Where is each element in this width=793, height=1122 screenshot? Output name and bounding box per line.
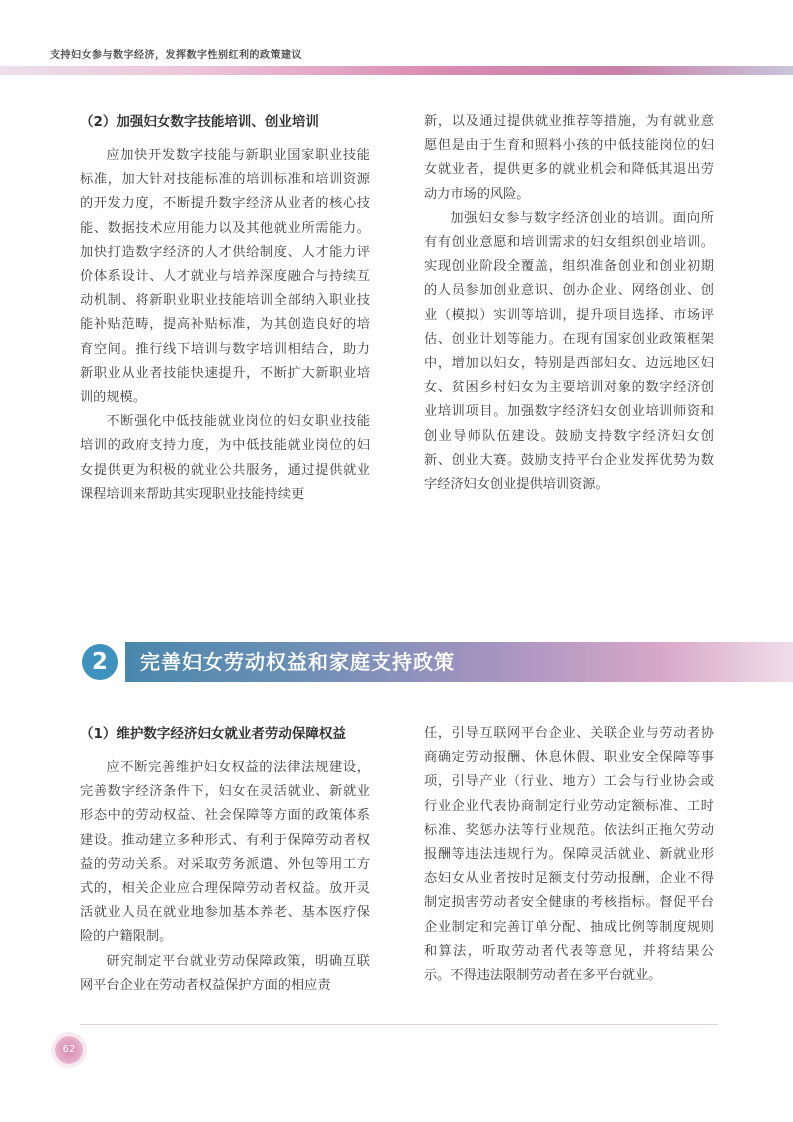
header-gradient-bar [0, 66, 793, 75]
paragraph-continuation: 新，以及通过提供就业推荐等措施，为有就业意愿但是由于生育和照料小孩的中低技能岗位的妇女就业者，提供更多的就业机会和降低其退出劳动力市场的风险。 [424, 114, 714, 202]
paragraph: 不断强化中低技能就业岗位的妇女职业技能培训的政府支持力度，为中低技能就业岗位的妇女提供更为积极的就业公共服务，通过提供就业课程培训来帮助其实现职业技能持续更 [80, 414, 370, 502]
subsection-heading-skills-training: （2）加强妇女数字技能培训、创业培训 [80, 114, 319, 130]
section-title: 完善妇女劳动权益和家庭支持政策 [140, 650, 455, 674]
section-number-badge: 2 [82, 644, 118, 680]
top-right-column [424, 110, 714, 497]
paragraph: 应不断完善维护妇女权益的法律法规建设，完善数字经济条件下，妇女在灵活就业、新就业形态中的劳动权益、社会保障等方面的政策体系建设。推动建立多种形式、有利于保障劳动者权益的劳动关系。对采取劳务派遣、外包等用工方式的，相关企业应合理保障劳动者权益。放开灵活就业人员在就业地参加基本养老、基本医疗保险的户籍限制。 [80, 760, 370, 945]
subsection-heading-labor-rights: （1）维护数字经济妇女就业者劳动保障权益 [80, 726, 346, 742]
footer-divider [80, 1024, 718, 1025]
bottom-right-column [424, 722, 714, 988]
paragraph: 研究制定平台就业劳动保障政策，明确互联网平台企业在劳动者权益保护方面的相应责 [80, 953, 370, 993]
paragraph: 加强妇女参与数字经济创业的培训。面向所有有创业意愿和培训需求的妇女组织创业培训。实现创业阶段全覆盖，组织准备创业和创业初期的人员参加创业意识、创办企业、网络创业、创业（模拟）实训等培训，提升项目选择、市场评估、创业计划等能力。在现有国家创业政策框架中，增加以妇女，特别是西部妇女、边远地区妇女、贫困乡村妇女为主要培训对象的数字经济创业培训项目。加强数字经济妇女创业培训师资和创业导师队伍建设。鼓励支持数字经济妇女创新、创业大赛。鼓励支持平台企业发挥优势为数字经济妇女创业提供培训资源。 [424, 210, 714, 493]
paragraph-continuation: 任，引导互联网平台企业、关联企业与劳动者协商确定劳动报酬、休息休假、职业安全保障等事项，引导产业（行业、地方）工会与行业协会或行业企业代表协商制定行业劳动定额标准、工时标准、奖惩办法等行业规范。依法纠正拖欠劳动报酬等违法违规行为。保障灵活就业、新就业形态妇女从业者按时足额支付劳动报酬，企业不得制定损害劳动者安全健康的考核指标。督促平台企业制定和完善订单分配、抽成比例等制度规则和算法，听取劳动者代表等意见，并将结果公示。不得违法限制劳动者在多平台就业。 [424, 726, 714, 984]
top-left-column [80, 110, 370, 507]
paragraph: 应加快开发数字技能与新职业国家职业技能标准，加大针对技能标准的培训标准和培训资源的开发力度，不断提升数字经济从业者的核心技能、数据技术应用能力以及其他就业所需能力。加快打造数字经济的人才供给制度、人才能力评价体系设计、人才就业与培养深度融合与持续互动机制、将新职业职业技能培训全部纳入职业技能补贴范畴，提高补贴标准，为其创造良好的培育空间。推行线下培训与数字培训相结合，助力新职业从业者技能快速提升，不断扩大新职业培训的规模。 [80, 148, 370, 406]
running-header: 支持妇女参与数字经济，发挥数字性别红利的政策建议 [50, 50, 302, 61]
bottom-left-column [80, 722, 370, 998]
page-number: 62 [55, 1036, 83, 1064]
